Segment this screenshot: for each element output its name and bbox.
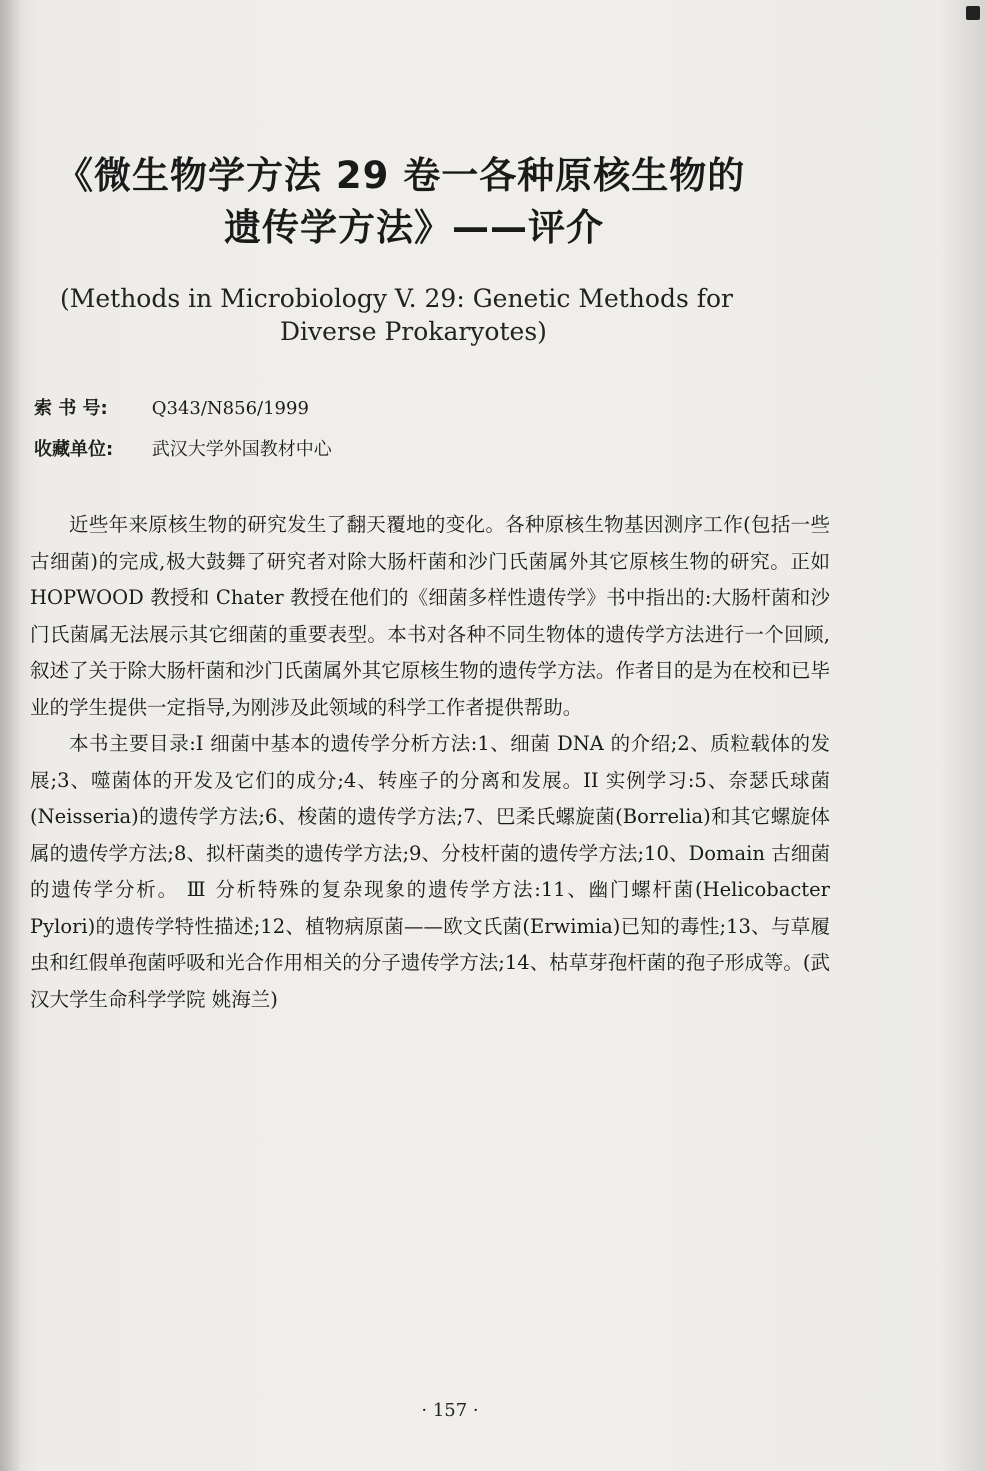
binding-shadow: [0, 0, 22, 1471]
call-number-row: [34, 397, 634, 421]
subtitle-line-2: Diverse Prokaryotes): [280, 317, 547, 346]
paragraph-contents: 本书主要目录:I 细菌中基本的遗传学分析方法:1、细菌 DNA 的介绍;2、质粒载体的发展;3、噬菌体的开发及它们的成分;4、转座子的分离和发展。II 实例学习:5、奈瑟氏球菌(Neisseria)的遗传学方法;6、梭菌的遗传学方法;7、巴柔氏螺旋菌(Borrelia)和其它螺旋体属的遗传学方法;8、拟杆菌类的遗传学方法;9、分枝杆菌的遗传学方法;10、Domain 古细菌的遗传学分析。 Ⅲ 分析特殊的复杂现象的遗传学方法:11、幽门螺杆菌(Helicobacter Pylori)的遗传学特性描述;12、植物病原菌——欧文氏菌(Erwimia)已知的毒性;13、与草履虫和红假单孢菌呼吸和光合作用相关的分子遗传学方法;14、枯草芽孢杆菌的孢子形成等。(武汉大学生命科学学院 姚海兰): [30, 732, 830, 1011]
call-number-value: Q343/N856/1999: [151, 398, 309, 419]
article-title: [56, 150, 796, 254]
holder-value: 武汉大学外国教材中心: [151, 439, 332, 460]
title-line-2: 遗传学方法》——评介: [224, 206, 604, 249]
corner-mark: [966, 6, 980, 20]
english-subtitle: [60, 282, 800, 348]
page-number: · 157 ·: [421, 1400, 479, 1421]
call-number-label: 索 书 号:: [34, 398, 108, 419]
subtitle-line-1: (Methods in Microbiology V. 29: Genetic Methods for: [60, 284, 733, 313]
holder-row: [34, 438, 634, 462]
article-body: [30, 507, 830, 1018]
paragraph-intro: 近些年来原核生物的研究发生了翻天覆地的变化。各种原核生物基因测序工作(包括一些古细菌)的完成,极大鼓舞了研究者对除大肠杆菌和沙门氏菌属外其它原核生物的研究。正如 HOPWOOD 教授和 Chater 教授在他们的《细菌多样性遗传学》书中指出的:大肠杆菌和沙门氏菌属无法展示其它细菌的重要表型。本书对各种不同生物体的遗传学方法进行一个回顾,叙述了关于除大肠杆菌和沙门氏菌属外其它原核生物的遗传学方法。作者目的是为在校和已毕业的学生提供一定指导,为刚涉及此领域的科学工作者提供帮助。: [30, 513, 830, 719]
holder-label: 收藏单位:: [34, 439, 114, 460]
title-line-1: 《微生物学方法 29 卷一各种原核生物的: [56, 154, 746, 197]
